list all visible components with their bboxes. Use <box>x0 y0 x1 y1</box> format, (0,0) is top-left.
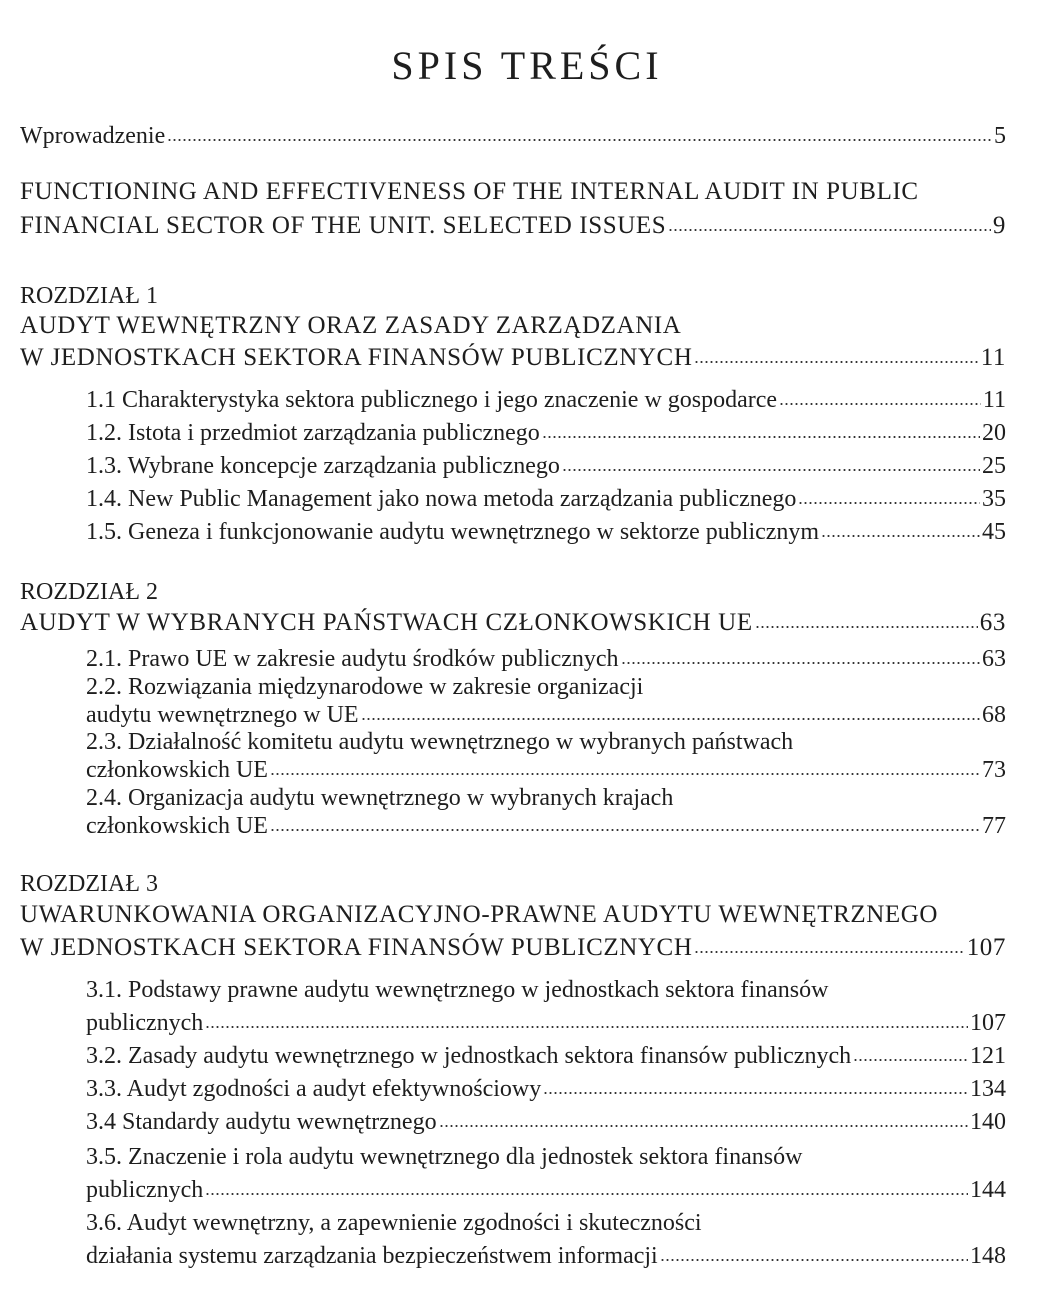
toc-entry-text: 3.4 Standardy audytu wewnętrznego <box>86 1109 437 1135</box>
dot-leader <box>439 1123 968 1129</box>
toc-entry-text: 1.4. New Public Management jako nowa metoda zarządzania publicznego <box>86 486 797 512</box>
toc-section-1-3 <box>86 452 1006 480</box>
toc-entry-text: 3.2. Zasady audytu wewnętrznego w jednostkach sektora finansów publicznych <box>86 1043 852 1069</box>
toc-section-3-5-line1 <box>86 1143 1006 1171</box>
toc-entry-text: członkowskich UE <box>86 757 268 783</box>
toc-page-number: 45 <box>982 519 1006 545</box>
dot-leader <box>668 227 991 233</box>
toc-section-3-1-line1 <box>86 976 1006 1004</box>
toc-entry-text: publicznych <box>86 1010 204 1036</box>
toc-entry-text: członkowskich UE <box>86 813 268 839</box>
toc-page-number: 35 <box>982 486 1006 512</box>
dot-leader <box>798 500 980 506</box>
toc-page-number: 107 <box>970 1010 1006 1036</box>
toc-entry-text: 2.4. Organizacja audytu wewnętrznego w wybranych krajach <box>86 785 674 811</box>
dot-leader <box>779 401 981 407</box>
toc-section-2-3-line1 <box>86 728 1006 756</box>
toc-section-3-5-line2 <box>86 1176 1006 1204</box>
toc-entry-text: FINANCIAL SECTOR OF THE UNIT. SELECTED ISSUES <box>20 212 667 239</box>
toc-entry-text: FUNCTIONING AND EFFECTIVENESS OF THE INTERNAL AUDIT IN PUBLIC <box>20 178 919 205</box>
toc-page-number: 144 <box>970 1177 1006 1203</box>
chapter-title: AUDYT W WYBRANYCH PAŃSTWACH CZŁONKOWSKICH UE <box>20 609 753 636</box>
toc-page-number: 134 <box>970 1076 1006 1102</box>
dot-leader <box>270 827 980 833</box>
chapter-3-title-line2 <box>20 934 1006 962</box>
dot-leader <box>361 716 980 722</box>
toc-page-number: 11 <box>980 344 1006 371</box>
toc-entry-text: działania systemu zarządzania bezpieczeństwem informacji <box>86 1243 658 1269</box>
toc-section-2-1 <box>86 645 1006 673</box>
chapter-2-label <box>20 578 1006 606</box>
dot-leader <box>853 1057 968 1063</box>
toc-section-2-2-line2 <box>86 701 1006 729</box>
dot-leader <box>755 624 978 630</box>
toc-page-number: 148 <box>970 1243 1006 1269</box>
dot-leader <box>270 771 980 777</box>
toc-page-number: 68 <box>982 702 1006 728</box>
toc-section-3-4 <box>86 1108 1006 1136</box>
toc-page-number: 9 <box>992 212 1006 239</box>
toc-page-number: 25 <box>982 453 1006 479</box>
toc-section-1-4 <box>86 485 1006 513</box>
dot-leader <box>542 434 980 440</box>
toc-page-number: 77 <box>982 813 1006 839</box>
toc-entry-text: 1.5. Geneza i funkcjonowanie audytu wewnętrznego w sektorze publicznym <box>86 519 820 545</box>
chapter-title: W JEDNOSTKACH SEKTORA FINANSÓW PUBLICZNYCH <box>20 344 693 371</box>
chapter-label: ROZDZIAŁ 3 <box>20 871 158 897</box>
dot-leader <box>167 137 992 143</box>
toc-section-1-1 <box>86 386 1006 414</box>
chapter-1-label <box>20 282 1006 310</box>
toc-entry-text: 1.1 Charakterystyka sektora publicznego i jego znaczenie w gospodarce <box>86 387 778 413</box>
toc-section-2-4-line2 <box>86 812 1006 840</box>
toc-page-number: 63 <box>982 646 1006 672</box>
dot-leader <box>205 1191 968 1197</box>
toc-section-3-3 <box>86 1075 1006 1103</box>
chapter-title: AUDYT WEWNĘTRZNY ORAZ ZASADY ZARZĄDZANIA <box>20 312 682 339</box>
dot-leader <box>660 1257 968 1263</box>
toc-section-3-1-line2 <box>86 1009 1006 1037</box>
toc-section-3-6-line2 <box>86 1242 1006 1270</box>
toc-page-number: 107 <box>966 934 1006 961</box>
toc-section-2-4-line1 <box>86 784 1006 812</box>
toc-page-number: 121 <box>970 1043 1006 1069</box>
dot-leader <box>821 533 980 539</box>
toc-entry-text: 3.3. Audyt zgodności a audyt efektywnościowy <box>86 1076 542 1102</box>
toc-page-number: 20 <box>982 420 1006 446</box>
dot-leader <box>562 467 980 473</box>
toc-section-2-3-line2 <box>86 756 1006 784</box>
dot-leader <box>543 1090 968 1096</box>
toc-entry-text: audytu wewnętrznego w UE <box>86 702 359 728</box>
dot-leader <box>205 1024 968 1030</box>
chapter-3-label <box>20 870 1006 898</box>
toc-page-number: 140 <box>970 1109 1006 1135</box>
toc-entry-text: publicznych <box>86 1177 204 1203</box>
dot-leader <box>694 949 964 955</box>
toc-page-number: 63 <box>979 609 1006 636</box>
chapter-label: ROZDZIAŁ 1 <box>20 283 158 309</box>
toc-entry-text: 1.2. Istota i przedmiot zarządzania publicznego <box>86 420 540 446</box>
toc-entry-text: 2.3. Działalność komitetu audytu wewnętrznego w wybranych państwach <box>86 729 794 755</box>
toc-entry-text: Wprowadzenie <box>20 123 166 149</box>
toc-section-1-2 <box>86 419 1006 447</box>
toc-entry-text: 3.5. Znaczenie i rola audytu wewnętrznego dla jednostek sektora finansów <box>86 1144 803 1170</box>
toc-section-3-2 <box>86 1042 1006 1070</box>
chapter-3-title-line1 <box>20 901 1006 929</box>
page-title: SPIS TREŚCI <box>391 43 663 88</box>
toc-entry-text: 2.1. Prawo UE w zakresie audytu środków publicznych <box>86 646 619 672</box>
toc-section-3-6-line1 <box>86 1209 1006 1237</box>
chapter-1-title-line1 <box>20 312 1006 340</box>
dot-leader <box>694 359 978 365</box>
chapter-2-title-line1 <box>20 609 1006 637</box>
toc-entry-text: 2.2. Rozwiązania międzynarodowe w zakresie organizacji <box>86 674 644 700</box>
toc-entry-text: 3.6. Audyt wewnętrzny, a zapewnienie zgodności i skuteczności <box>86 1210 702 1236</box>
toc-section-2-2-line1 <box>86 673 1006 701</box>
chapter-title: W JEDNOSTKACH SEKTORA FINANSÓW PUBLICZNYCH <box>20 934 693 961</box>
chapter-title: UWARUNKOWANIA ORGANIZACYJNO-PRAWNE AUDYTU WEWNĘTRZNEGO <box>20 901 939 928</box>
toc-page-number: 5 <box>994 123 1006 149</box>
toc-entry-text: 1.3. Wybrane koncepcje zarządzania publicznego <box>86 453 560 479</box>
toc-entry-text: 3.1. Podstawy prawne audytu wewnętrznego w jednostkach sektora finansów <box>86 977 829 1003</box>
toc-page-number: 73 <box>982 757 1006 783</box>
toc-entry-english-line2 <box>20 212 1006 240</box>
toc-entry-introduction <box>20 122 1006 150</box>
toc-section-1-5 <box>86 518 1006 546</box>
dot-leader <box>621 660 980 666</box>
toc-page-number: 11 <box>982 387 1006 413</box>
chapter-label: ROZDZIAŁ 2 <box>20 579 158 605</box>
chapter-1-title-line2 <box>20 344 1006 372</box>
toc-entry-english-line1 <box>20 178 1006 206</box>
